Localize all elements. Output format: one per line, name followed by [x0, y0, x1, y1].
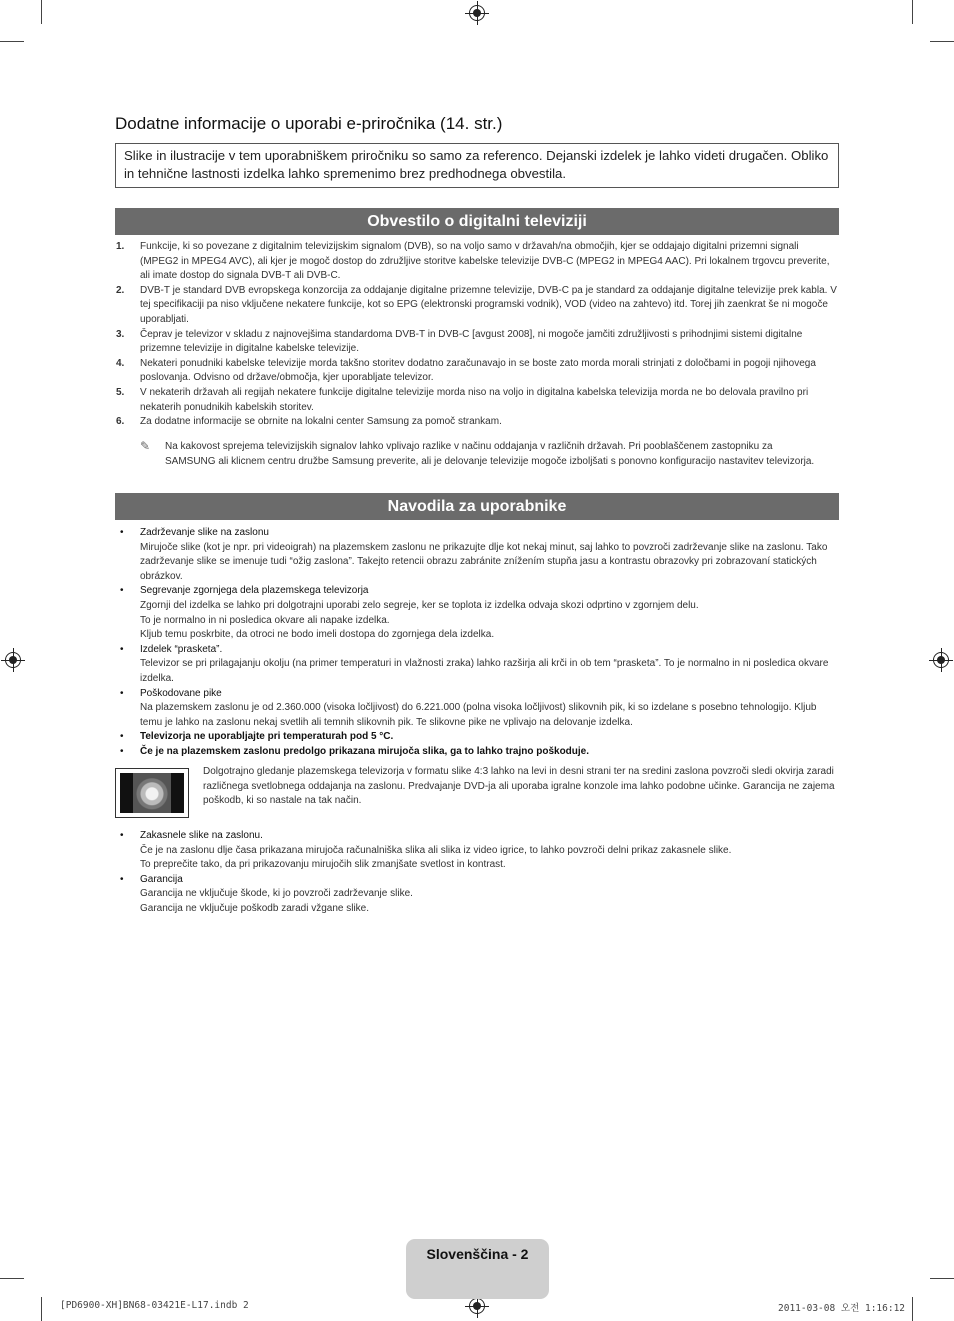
- crop-mark: [912, 0, 913, 24]
- list-item: 5. V nekaterih državah ali regijah nekatere funkcije digitalne televizije morda niso na voljo in digitalna kabelska televizija morda ne bo delovala pravilno pri nekaterih ponudnikih kabelskih storitev.: [116, 386, 809, 413]
- footer-file: [PD6900-XH]BN68-03421E-L17.indb 2: [60, 1300, 249, 1311]
- crop-mark: [41, 0, 42, 24]
- list-item: 1. Funkcije, ki so povezane z digitalnim televizijskim signalom (DVB), so na voljo samo v državah/na območjih, kjer se oddajajo digitalni prizemni signali (MPEG2 in MPEG4 AVC), ali kjer je mogoč dostop do združljive storitve kabelske televizije DVB-C (MPEG2 in MPEG4 AAC). Pri lokalnem trgovcu preverite, ali imate dostop do signala DVB-T ali DVB-C.: [116, 241, 830, 282]
- registration-mark-icon: [5, 652, 21, 668]
- section-header-user-guidelines: Navodila za uporabnike: [115, 493, 839, 520]
- crop-mark: [930, 1278, 954, 1279]
- digital-tv-list: [115, 240, 839, 430]
- page-number-tab: Slovenščina - 2: [406, 1239, 549, 1299]
- crop-mark: [0, 1278, 24, 1279]
- list-item: 2. DVB-T je standard DVB evropskega konzorcija za oddajanje digitalne prizemne televizije, DVB-C pa je standard za oddajanje digitalne televizije prek kabla. V tej specifikaciji pa niso vključene nekatere funkcije, kot so EPG (elektronski programski vodnik), VOD (video na zahtevo) itd. Torej jih zaenkrat še ni mogoče uporabljati.: [116, 284, 837, 325]
- registration-mark-icon: [469, 5, 485, 21]
- crop-mark: [912, 1297, 913, 1321]
- list-item: 6. Za dodatne informacije se obrnite na lokalni center Samsung za pomoč strankam.: [116, 416, 502, 428]
- footer-date: 2011-03-08 오전 1:16:12: [778, 1303, 906, 1314]
- list-item: • Če je na plazemskem zaslonu predolgo prikazana mirujoča slika, ga to lahko trajno poškoduje.: [115, 745, 839, 760]
- section-header-digital-tv: Obvestilo o digitalni televiziji: [115, 208, 839, 235]
- list-item: • Poškodovane pike Na plazemskem zaslonu je od 2.360.000 (visoka ločljivost) do 6.221.000 (polna visoka ločljivost) slikovnih pik, ki so izdelane s posebno tehnologijo. Kljub temu je lahko na zaslonu nekaj svetlih ali temnih slikovnih pik. Te slikovne pike ne vplivajo na delovanje izdelka.: [120, 687, 817, 728]
- crop-mark: [0, 41, 24, 42]
- flower-image: [133, 773, 171, 813]
- crop-mark: [41, 1297, 42, 1321]
- list-item: • Segrevanje zgornjega dela plazemskega televizorja Zgornji del izdelka se lahko pri dolgotrajni uporabi zelo segreje, ker se toplota iz izdelka odvaja skozi odprtino v zgornjem delu. To je normalno in ni posledica okvare ali napake izdelka. Kljub temu poskrbite, da otroci ne bodo imeli dostopa do zgornjega dela izdelka.: [120, 585, 699, 641]
- notice-box: Slike in ilustracije v tem uporabniškem priročniku so samo za referenco. Dejanski izdelek je lahko videti drugačen. Obliko in tehnične lastnosti izdelka lahko spremenimo brez predhodnega obvestila.: [115, 143, 839, 188]
- user-guidelines-list: [115, 526, 839, 760]
- list-item: • Zakasnele slike na zaslonu. Če je na zaslonu dlje časa prikazana mirujoča računalniška slika ali slika iz video igrice, to lahko povzroči delni prikaz zakasnele slike. To preprečite tako, da pri prikazovanju mirujočih slik zmanjšate svetlost in kontrast.: [120, 830, 732, 871]
- bullet-icon: •: [120, 873, 124, 885]
- tv-screen-image: [115, 768, 189, 818]
- registration-mark-icon: [933, 652, 949, 668]
- bullet-icon: •: [120, 527, 124, 538]
- note: ✎ Na kakovost sprejema televizijskih signalov lahko vplivajo razlike v načinu oddajanja v različnih državah. Pri pooblaščenem zastopniku za SAMSUNG ali klicnem centru družbe Samsung preverite, ali je delovanje televizije mogoče izboljšati s ponovno konfiguracijo nastavitev televizorja.: [140, 439, 815, 467]
- page-title: Dodatne informacije o uporabi e-priročnika (14. str.): [115, 114, 503, 133]
- crop-mark: [930, 41, 954, 42]
- list-item: 3. Čeprav je televizor v skladu z najnovejšima standardoma DVB-T in DVB-C [avgust 2008], ni mogoče jamčiti združljivosti s prihodnjimi sistemi digitalne prizemne televizije in digitalne kabelske televizije.: [116, 328, 803, 355]
- list-item: 4. Nekateri ponudniki kabelske televizije morda takšno storitev dodatno zaračunavajo in se boste zato morda morali strinjati z določbami in pogoji njihovega poslovanja. Odvisno od države/območja, kjer uporabljate televizor.: [116, 357, 816, 384]
- bullet-icon: •: [120, 687, 124, 699]
- bullet-icon: •: [120, 585, 124, 597]
- bullet-icon: •: [120, 745, 124, 757]
- bullet-icon: •: [120, 643, 124, 655]
- user-guidelines-list-2: [115, 829, 839, 917]
- list-item: • Televizorja ne uporabljajte pri temperaturah pod 5 °C.: [115, 730, 839, 745]
- list-item: • Garancija Garancija ne vključuje škode, ki jo povzroči zadrževanje slike. Garancija ne vključuje poškodb zaradi vžgane slike.: [120, 873, 413, 914]
- registration-mark-icon: [469, 1298, 485, 1314]
- list-item: • Izdelek “prasketa”. Televizor se pri prilagajanju okolju (na primer temperaturi in vlažnosti zraka) lahko razširja ali krči in ob tem “prasketa”. To je normalno in ni posledica okvare izdelka.: [120, 643, 829, 684]
- pencil-note-icon: ✎: [140, 439, 151, 453]
- bullet-icon: •: [120, 830, 124, 841]
- bullet-icon: •: [120, 731, 124, 743]
- image-caption: Dolgotrajno gledanje plazemskega televizorja v formatu slike 4:3 lahko na levi in desni strani ter na sredini zaslona povzroči sledi okvirja zaradi različnega svetlobnega oddajanja na zaslonu. Predvajanje DVD-ja ali uporaba igralne konzole ima lahko podobne učinke. Garancija ne zajema poškodb, ki so nastale na tak način.: [203, 766, 835, 807]
- list-item: • Zadrževanje slike na zaslonu Mirujoče slike (kot je npr. pri videoigrah) na plazemskem zaslonu ne prikazujte dlje kot nekaj minut, saj lahko to povzroči zadrževanje slike na zaslonu. Tako zadrževanje slike se imenuje tudi “ožig zaslona”. Takejto retencii obrazu zabránite znížením stupňa jasu a kontrastu obrazovky pri zobrazovaní statických obrázkov.: [120, 527, 828, 582]
